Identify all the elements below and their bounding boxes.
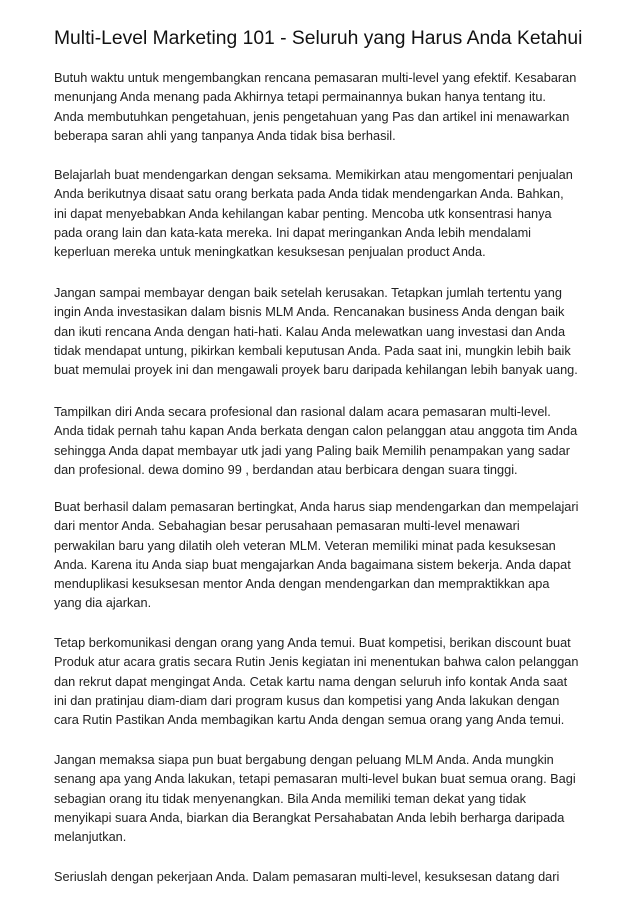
paragraph-line: Anda membutuhkan pengetahuan, jenis pengetahuan yang Pas dan artikel ini menawarkan — [54, 108, 570, 124]
paragraph-line: ingin Anda investasikan dalam bisnis MLM Anda. Rencanakan business Anda dengan baik — [54, 304, 565, 320]
paragraph-line: beberapa saran ahli yang tanpanya Anda tidak bisa berhasil. — [54, 127, 396, 143]
paragraph-line: yang dia ajarkan. — [54, 595, 152, 611]
paragraph-3 — [54, 283, 578, 379]
paragraph-line: dan rekrut dapat mengingat Anda. Cetak kartu nama dengan seluruh info kontak Anda saat — [54, 673, 568, 689]
paragraph-1 — [54, 68, 576, 145]
paragraph-line: pada orang lain dan kata-kata mereka. Ini dapat meringankan Anda lebih mendalami — [54, 224, 532, 240]
paragraph-line: perwakilan baru yang dilatih oleh veteran MLM. Veteran memiliki minat pada kesuksesan — [54, 537, 556, 553]
paragraph-line: melanjutkan. — [54, 829, 127, 845]
paragraph-line: Tetap berkomunikasi dengan orang yang Anda temui. Buat kompetisi, berikan discount buat — [54, 635, 571, 650]
paragraph-4 — [54, 402, 577, 479]
paragraph-line: menyikapi suara Anda, biarkan dia Berangkat Persahabatan Anda lebih berharga daripada — [54, 809, 565, 825]
paragraph-line: Anda berikutnya disaat satu orang berkata pada Anda tidak mendengarkan Anda. Bahkan, — [54, 186, 564, 202]
paragraph-line: Anda tidak pernah tahu kapan Anda berkata dengan calon pelanggan atau anggota tim Anda — [54, 423, 578, 439]
paragraph-line: buat memulai proyek ini dan mengawali proyek baru daripada kehilangan lebih banyak uang. — [54, 362, 578, 378]
paragraph-line: Jangan memaksa siapa pun buat bergabung dengan peluang MLM Anda. Anda mungkin — [54, 752, 554, 767]
paragraph-line: Buat berhasil dalam pemasaran bertingkat, Anda harus siap mendengarkan dan mempelajari — [54, 499, 579, 514]
paragraph-line: dan profesional. dewa domino 99 , berdandan atau berbicara dengan suara tinggi. — [54, 461, 518, 477]
paragraph-line: senang apa yang Anda lakukan, tetapi pemasaran multi-level bukan buat semua orang. Bagi — [54, 771, 576, 787]
paragraph-line: Produk atur acara gratis secara Rutin Jenis kegiatan ini menentukan bahwa calon pelanggan — [54, 654, 579, 670]
paragraph-line: tidak mendapat untung, pikirkan kembali keputusan Anda. Pada saat ini, mungkin lebih baik — [54, 342, 571, 358]
paragraph-8 — [54, 867, 559, 886]
paragraph-line: cara Rutin Pastikan Anda membagikan kartu Anda dengan semua orang yang Anda temui. — [54, 712, 565, 728]
paragraph-line: Belajarlah buat mendengarkan dengan seksama. Memikirkan atau mengomentari penjualan — [54, 167, 573, 182]
paragraph-line: sehingga Anda dapat membayar utk jadi yang Paling baik Memilih penampakan yang sadar — [54, 442, 570, 458]
paragraph-line: dan ikuti rencana Anda dengan hati-hati. Kalau Anda melewatkan uang investasi dan Anda — [54, 323, 566, 339]
paragraph-line: Seriuslah dengan pekerjaan Anda. Dalam pemasaran multi-level, kesuksesan datang dari — [54, 869, 560, 884]
paragraph-7 — [54, 750, 576, 846]
paragraph-line: menunjang Anda menang pada Akhirnya tetapi permainannya bukan hanya tentang itu. — [54, 89, 546, 105]
paragraph-line: Jangan sampai membayar dengan baik setelah kerusakan. Tetapkan jumlah tertentu yang — [54, 285, 562, 300]
paragraph-line: ini dapat menyebabkan Anda kehilangan kabar penting. Mencoba utk konsentrasi hanya — [54, 205, 552, 221]
paragraph-line: ini dan pratinjau diam-diam dari program kusus dan kompetisi yang Anda lakukan dengan — [54, 692, 560, 708]
paragraph-2 — [54, 165, 573, 261]
paragraph-5 — [54, 497, 578, 613]
paragraph-6 — [54, 633, 579, 729]
paragraph-line: menduplikasi kesuksesan mentor Anda dengan mendengarkan dan mempraktikkan apa — [54, 576, 550, 592]
paragraph-line: Tampilkan diri Anda secara profesional dan rasional dalam acara pemasaran multi-level. — [54, 404, 551, 419]
paragraph-line: keperluan mereka untuk meningkatkan kesuksesan penjualan product Anda. — [54, 244, 486, 260]
paragraph-line: Butuh waktu untuk mengembangkan rencana pemasaran multi-level yang efektif. Kesabaran — [54, 70, 577, 85]
paragraph-line: Anda. Karena itu Anda siap buat mengajarkan Anda bagaimana sistem bekerja. Anda dapat — [54, 556, 571, 572]
paragraph-line: dari mentor Anda. Sebahagian besar perusahaan pemasaran multi-level menawari — [54, 518, 520, 534]
paragraph-line: sebagian orang itu tidak menyenangkan. Bila Anda memiliki teman dekat yang tidak — [54, 790, 527, 806]
page-title: Multi-Level Marketing 101 - Seluruh yang Harus Anda Ketahui — [54, 28, 583, 49]
